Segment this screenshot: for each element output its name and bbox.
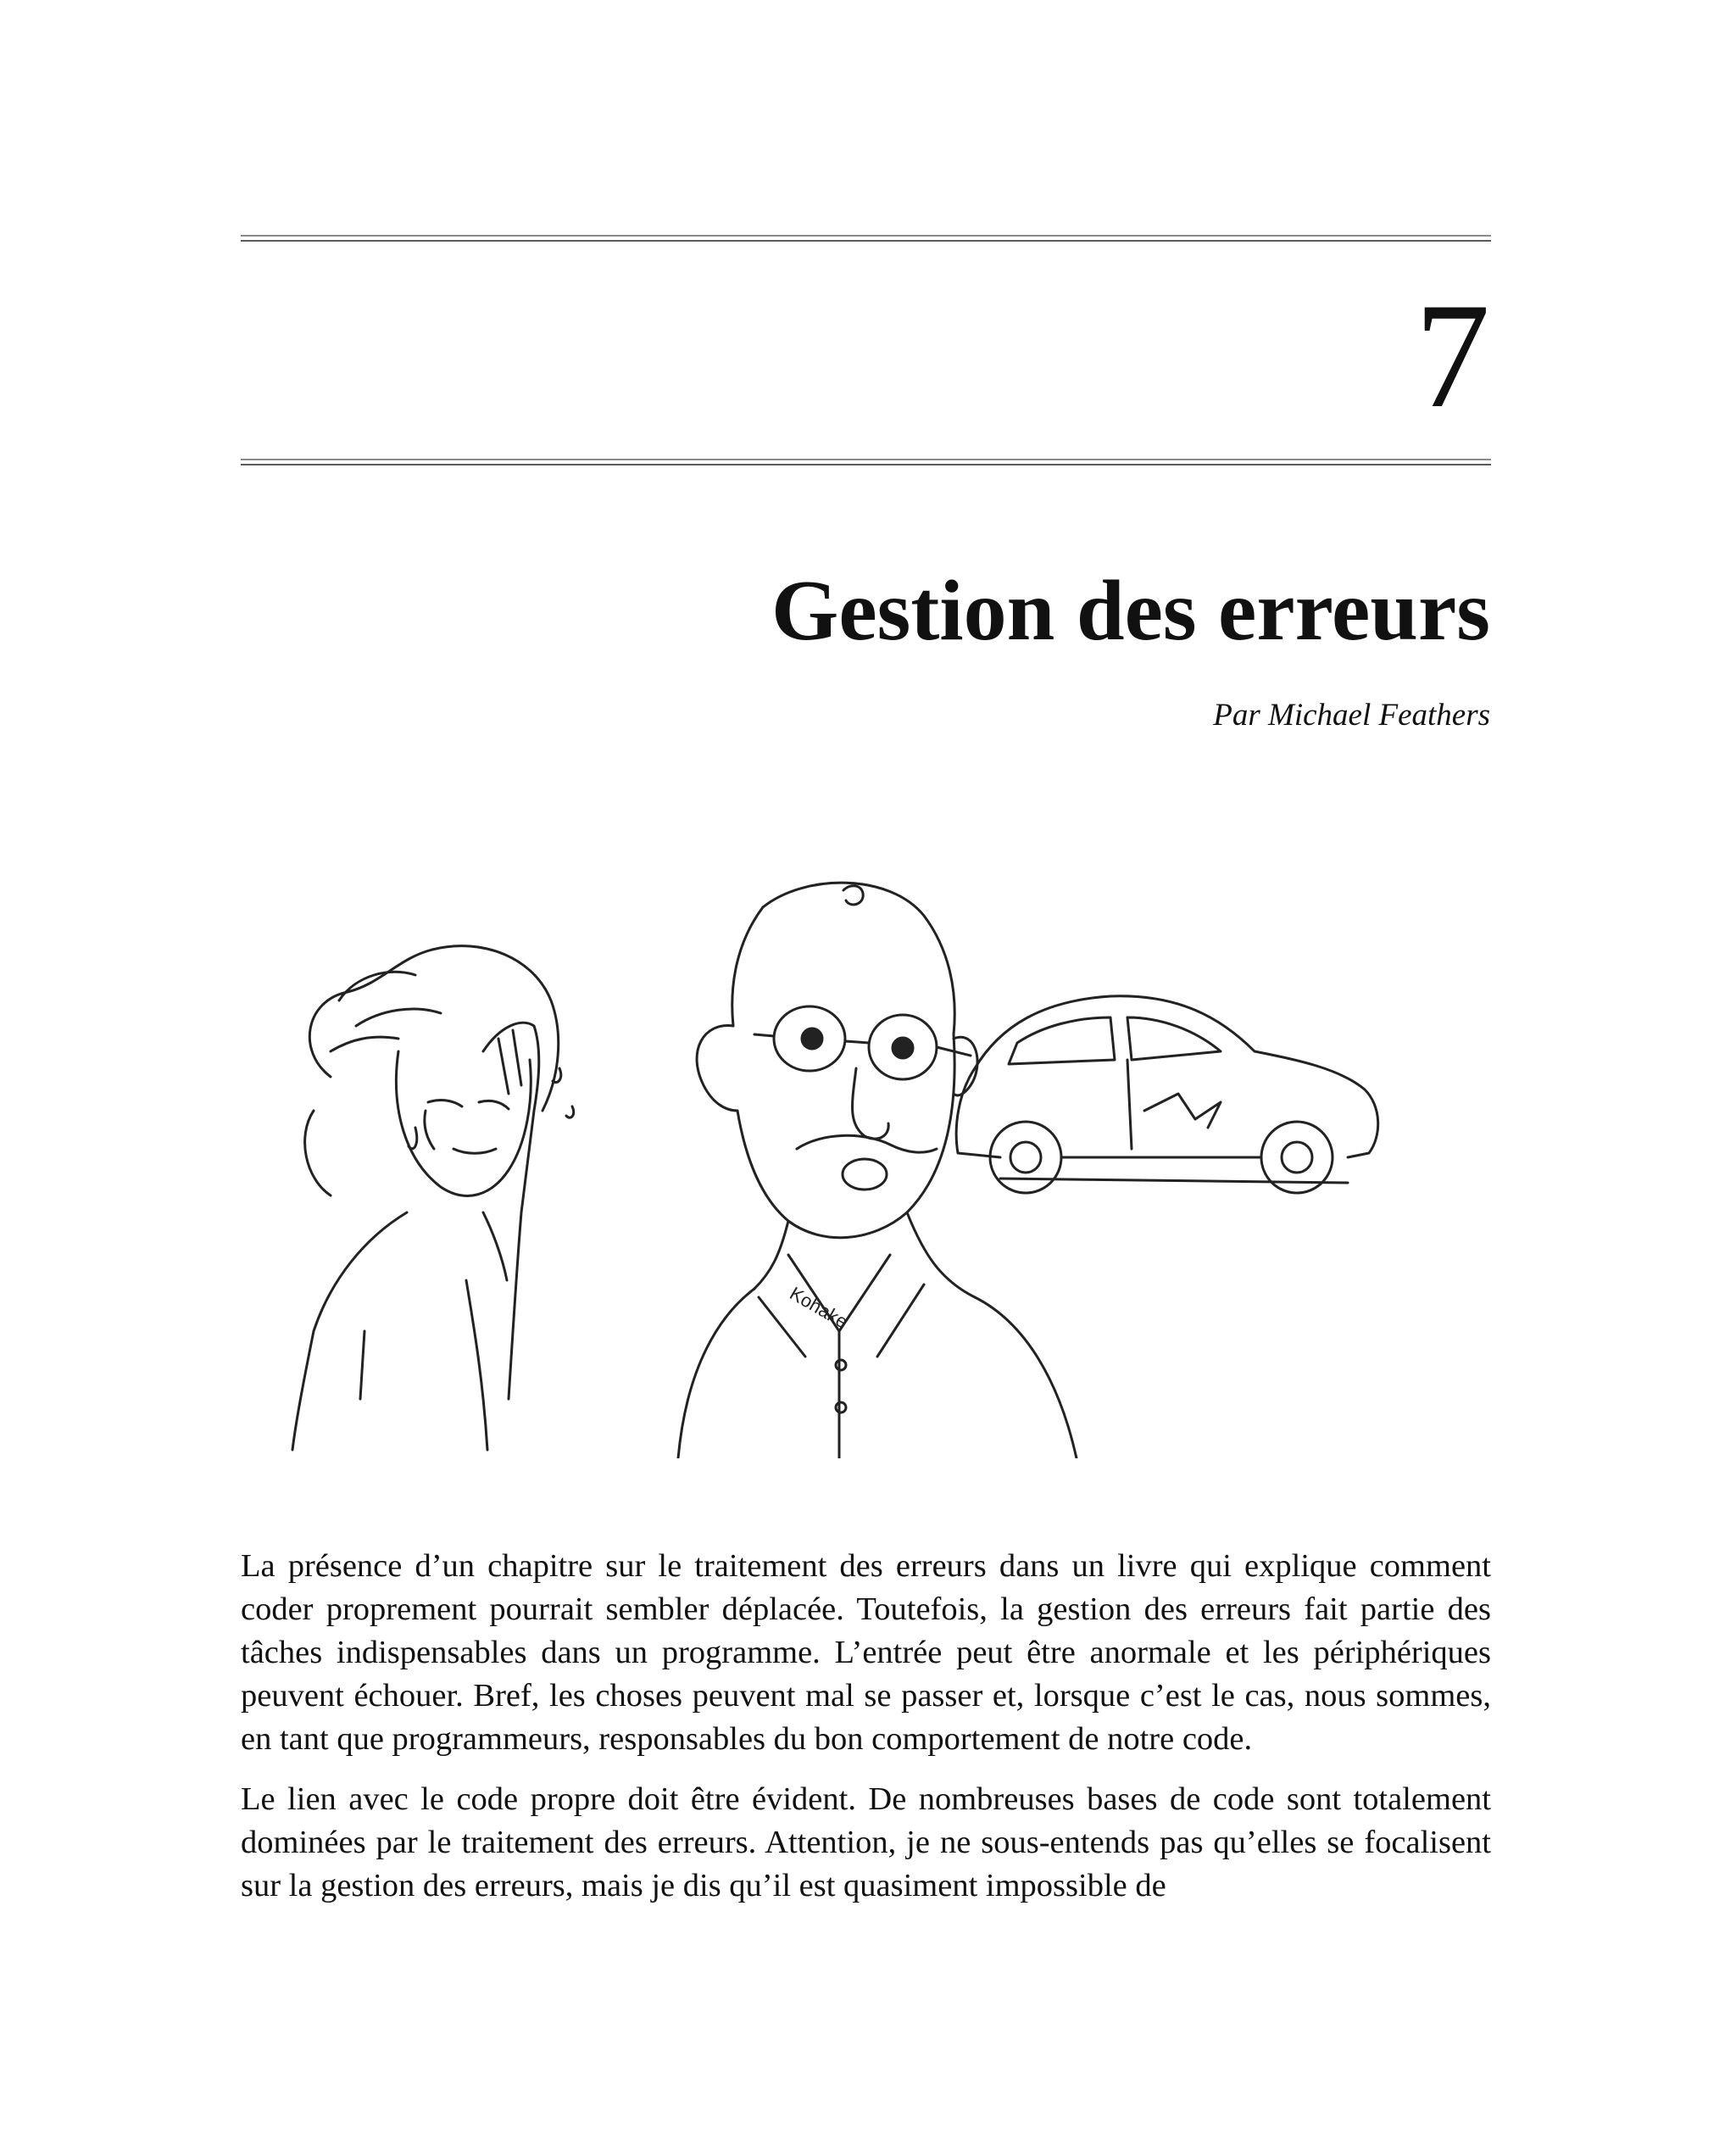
paragraph-1: La présence d’un chapitre sur le traitement des erreurs dans un livre qui explique comment coder proprement pourrait sembler déplacée. Toutefois, la gestion des erreurs fait partie des tâches indispensables dans un programme. L’entrée peut être anormale et les périphériques peuvent échouer. Bref, les choses peuvent mal se passer et, lorsque c’est le cas, nous sommes, en tant que programmeurs, responsables du bon comportement de notre code.	[241, 1548, 1491, 1757]
body-text	[241, 1545, 1491, 1925]
chapter-title: Gestion des erreurs	[771, 563, 1490, 659]
bottom-double-rule	[241, 459, 1491, 466]
woman-figure	[292, 946, 574, 1450]
car-figure	[956, 996, 1377, 1193]
top-double-rule	[241, 235, 1491, 242]
chapter-author: Par Michael Feathers	[1213, 698, 1490, 733]
paragraph-2: Le lien avec le code propre doit être évident. De nombreuses bases de code sont totalement dominées par le traitement des erreurs. Attention, je ne sous-entends pas qu’elles se focalisent sur la gestion des erreurs, mais je dis qu’il est quasiment impossible de	[241, 1781, 1491, 1903]
illustration-signature: Kohake	[786, 1282, 852, 1333]
chapter-illustration	[280, 856, 1458, 1458]
chapter-number: 7	[1415, 271, 1490, 439]
